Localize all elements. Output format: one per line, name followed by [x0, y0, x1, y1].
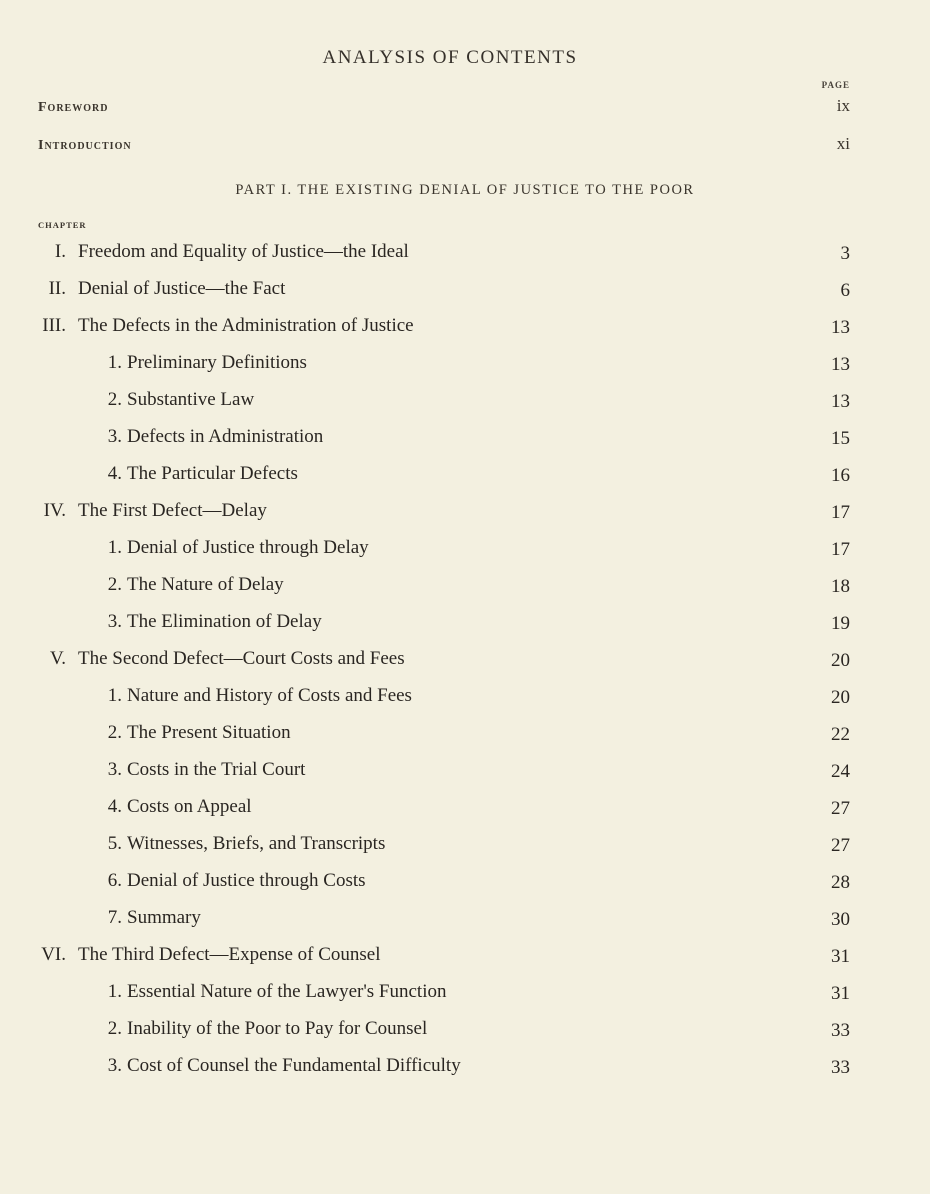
entry-page: 30	[831, 909, 850, 930]
entry-page: 27	[831, 798, 850, 819]
entry-number: III.	[42, 315, 66, 336]
entry-number: 3.	[107, 1055, 122, 1076]
entry-number: 7.	[107, 907, 122, 928]
entry-number: 1.	[107, 352, 122, 373]
section-entry[interactable]	[0, 383, 930, 420]
entry-number: IV.	[43, 500, 66, 521]
entry-title: The Defects in the Administration of Justice	[78, 315, 414, 336]
entry-page: 17	[831, 502, 850, 523]
front-matter-label: Foreword	[38, 100, 109, 115]
chapter-entry[interactable]	[0, 235, 930, 272]
entry-title: Preliminary Definitions	[127, 352, 307, 373]
chapter-entry[interactable]	[0, 642, 930, 679]
entry-page: 6	[840, 280, 850, 301]
page-column-label: PAGE	[821, 80, 850, 90]
entry-title: Essential Nature of the Lawyer's Function	[127, 981, 447, 1002]
section-entry[interactable]	[0, 605, 930, 642]
front-matter-introduction[interactable]	[38, 134, 850, 154]
front-matter-label: Introduction	[38, 138, 132, 153]
entry-page: 13	[831, 317, 850, 338]
entry-page: 18	[831, 576, 850, 597]
entry-page: 33	[831, 1020, 850, 1041]
entry-number: 3.	[107, 611, 122, 632]
entry-page: 16	[831, 465, 850, 486]
entry-page: 31	[831, 983, 850, 1004]
section-entry[interactable]	[0, 346, 930, 383]
entry-page: 13	[831, 391, 850, 412]
entry-title: Costs on Appeal	[127, 796, 252, 817]
chapter-column-label: CHAPTER	[38, 220, 87, 230]
entry-number: 3.	[107, 426, 122, 447]
section-entry[interactable]	[0, 1049, 930, 1086]
chapter-entry[interactable]	[0, 494, 930, 531]
entry-page: 22	[831, 724, 850, 745]
entry-page: 24	[831, 761, 850, 782]
section-entry[interactable]	[0, 457, 930, 494]
chapter-entry[interactable]	[0, 938, 930, 975]
front-matter-page: xi	[836, 134, 850, 153]
entry-number: VI.	[41, 944, 66, 965]
entry-number: 6.	[107, 870, 122, 891]
entry-title: Inability of the Poor to Pay for Counsel	[127, 1018, 428, 1039]
entry-title: Witnesses, Briefs, and Transcripts	[127, 833, 386, 854]
front-matter-foreword[interactable]	[38, 96, 850, 116]
entry-title: Denial of Justice through Costs	[127, 870, 366, 891]
entry-number: I.	[54, 241, 66, 262]
section-entry[interactable]	[0, 901, 930, 938]
entry-page: 13	[831, 354, 850, 375]
entry-title: The Second Defect—Court Costs and Fees	[78, 648, 405, 669]
entry-page: 27	[831, 835, 850, 856]
entry-title: Nature and History of Costs and Fees	[127, 685, 412, 706]
entry-number: V.	[49, 648, 66, 669]
section-entry[interactable]	[0, 679, 930, 716]
entry-page: 20	[831, 687, 850, 708]
section-entry[interactable]	[0, 568, 930, 605]
front-matter-page: ix	[836, 96, 850, 115]
entry-title: The Particular Defects	[127, 463, 298, 484]
entry-title: The Third Defect—Expense of Counsel	[78, 944, 381, 965]
entry-title: Defects in Administration	[127, 426, 324, 447]
entry-page: 17	[831, 539, 850, 560]
entry-title: Cost of Counsel the Fundamental Difficulty	[127, 1055, 461, 1076]
entry-title: The Elimination of Delay	[127, 611, 322, 632]
entry-title: The First Defect—Delay	[78, 500, 267, 521]
entry-title: Denial of Justice through Delay	[127, 537, 369, 558]
entry-page: 3	[840, 243, 850, 264]
entry-title: Freedom and Equality of Justice—the Ideal	[78, 241, 409, 262]
section-entry[interactable]	[0, 975, 930, 1012]
part-heading: PART I. THE EXISTING DENIAL OF JUSTICE TO THE POOR	[235, 182, 695, 198]
section-entry[interactable]	[0, 753, 930, 790]
entry-number: 4.	[107, 463, 122, 484]
section-entry[interactable]	[0, 420, 930, 457]
entry-number: 1.	[107, 537, 122, 558]
entry-number: II.	[48, 278, 66, 299]
entry-number: 3.	[107, 759, 122, 780]
entry-page: 15	[831, 428, 850, 449]
entry-number: 1.	[107, 685, 122, 706]
section-entry[interactable]	[0, 827, 930, 864]
section-entry[interactable]	[0, 864, 930, 901]
entry-page: 19	[831, 613, 850, 634]
entry-title: The Nature of Delay	[127, 574, 284, 595]
chapter-entry[interactable]	[0, 309, 930, 346]
entry-page: 33	[831, 1057, 850, 1078]
entry-page: 31	[831, 946, 850, 967]
entry-number: 1.	[107, 981, 122, 1002]
entry-number: 2.	[107, 389, 122, 410]
page-title: ANALYSIS OF CONTENTS	[322, 47, 578, 68]
entry-page: 28	[831, 872, 850, 893]
contents-list	[0, 235, 930, 1086]
entry-title: Denial of Justice—the Fact	[78, 278, 286, 299]
entry-title: Substantive Law	[127, 389, 255, 410]
entry-number: 2.	[107, 1018, 122, 1039]
entry-number: 5.	[107, 833, 122, 854]
entry-number: 2.	[107, 722, 122, 743]
entry-number: 4.	[107, 796, 122, 817]
section-entry[interactable]	[0, 716, 930, 753]
entry-number: 2.	[107, 574, 122, 595]
chapter-entry[interactable]	[0, 272, 930, 309]
entry-title: The Present Situation	[127, 722, 291, 743]
entry-title: Costs in the Trial Court	[127, 759, 306, 780]
section-entry[interactable]	[0, 790, 930, 827]
section-entry[interactable]	[0, 1012, 930, 1049]
entry-title: Summary	[127, 907, 201, 928]
section-entry[interactable]	[0, 531, 930, 568]
entry-page: 20	[831, 650, 850, 671]
